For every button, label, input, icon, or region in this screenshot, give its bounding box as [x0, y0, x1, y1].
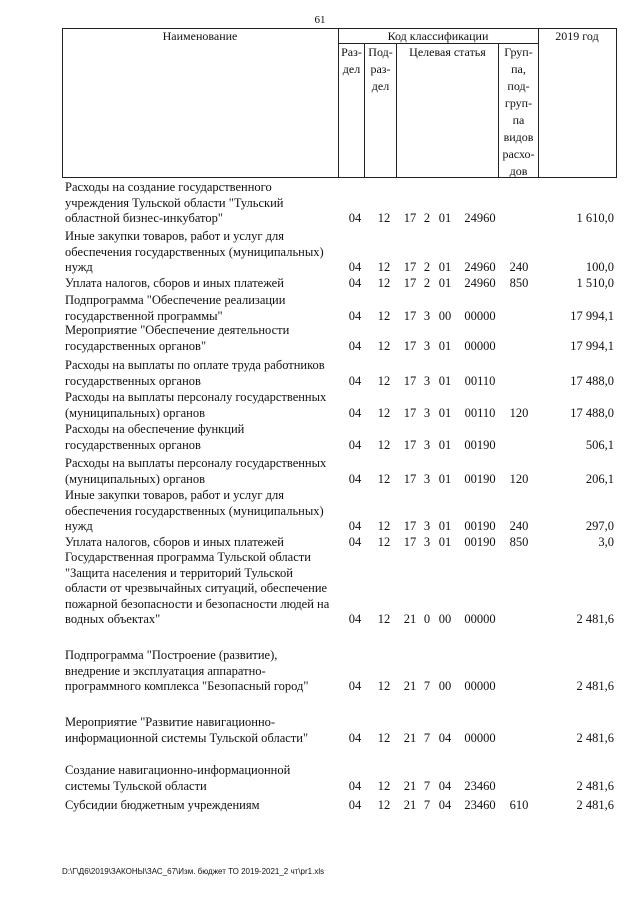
row-name-line: Иные закупки товаров, работ и услуг для	[65, 488, 285, 502]
cell-cs2: 2	[423, 211, 431, 225]
row-name-line: информационной системы Тульской области"	[65, 730, 309, 745]
col-section-header: Раз- дел	[341, 45, 362, 76]
col-year-header: 2019 год	[555, 29, 599, 43]
cell-cs1: 17	[403, 211, 417, 225]
cell-cs4: 23460	[464, 778, 496, 793]
row-name	[65, 715, 340, 746]
row-name-line: Подпрограмма "Обеспечение реализации	[65, 293, 286, 307]
cell-cs2: 3	[423, 338, 431, 353]
row-name-line: государственной программы"	[65, 308, 223, 323]
row-name-line: (муниципальных) органов	[65, 471, 206, 486]
file-path-footer: D:\Г\Д6\2019\ЗАКОНЫ\ЗАС_67\Изм. бюджет ТО 2019-2021_2 чт\pr1.xls	[62, 867, 325, 876]
cell-amount: 2 481,6	[576, 778, 614, 793]
group-col-border	[538, 28, 539, 178]
row-name-line: Субсидии бюджетным учреждениям	[65, 798, 260, 812]
cell-razdel: 04	[348, 519, 362, 533]
row-name-line: Государственная программа Тульской области	[65, 550, 311, 564]
cell-cs2: 7	[423, 798, 431, 812]
cell-podrazdel: 12	[377, 535, 391, 549]
row-name-line: Мероприятие "Обеспечение деятельности	[65, 323, 290, 337]
cell-cs2: 7	[423, 679, 431, 693]
cell-razdel: 04	[348, 612, 362, 626]
row-name-line: Расходы на выплаты по оплате труда работников	[65, 358, 325, 372]
cell-razdel: 04	[348, 338, 362, 353]
row-name	[65, 422, 340, 453]
row-name	[65, 229, 340, 276]
row-name	[65, 358, 340, 389]
cell-cs3: 01	[438, 276, 452, 290]
cell-cs1: 17	[403, 535, 417, 549]
cell-amount: 2 481,6	[576, 798, 614, 812]
row-name-line: Создание навигационно-информационной	[65, 763, 291, 777]
cell-cs1: 21	[403, 798, 417, 812]
cell-razdel: 04	[348, 211, 362, 225]
cell-cs2: 7	[423, 730, 431, 745]
cell-cs3: 01	[438, 437, 452, 452]
row-name-line: учреждения Тульской области "Тульский	[65, 195, 284, 210]
cell-cs3: 01	[438, 260, 452, 274]
cell-cs4: 00190	[464, 519, 496, 533]
cell-podrazdel: 12	[377, 437, 391, 452]
cell-cs4: 00190	[464, 535, 496, 549]
row-name-line: Расходы на обеспечение функций	[65, 422, 245, 436]
cell-cs3: 01	[438, 338, 452, 353]
cell-cs1: 17	[403, 338, 417, 353]
cell-cs2: 3	[423, 471, 431, 486]
cell-cs3: 04	[438, 798, 452, 812]
row-name-line: Мероприятие "Развитие навигационно-	[65, 715, 276, 729]
cell-razdel: 04	[348, 679, 362, 693]
cell-cs2: 3	[423, 373, 431, 388]
cell-podrazdel: 12	[377, 338, 391, 353]
cell-vr: 120	[509, 405, 529, 420]
col-target-header: Целевая статья	[409, 45, 486, 59]
col-name-header: Наименование	[162, 29, 238, 43]
cell-cs4: 24960	[464, 211, 496, 225]
row-name-line: "Защита населения и территорий Тульской	[65, 565, 293, 580]
cell-amount: 3,0	[598, 535, 614, 549]
cell-amount: 1 510,0	[576, 276, 614, 290]
cell-cs2: 2	[423, 276, 431, 290]
row-name-line: Иные закупки товаров, работ и услуг для	[65, 229, 285, 243]
cell-amount: 506,1	[585, 437, 614, 452]
cell-cs1: 21	[403, 679, 417, 693]
row-name-line: Уплата налогов, сборов и иных платежей	[65, 535, 284, 549]
row-name-line: программного комплекса "Безопасный город"	[65, 679, 309, 693]
cell-cs2: 3	[423, 405, 431, 420]
cell-amount: 297,0	[585, 519, 614, 533]
row-name	[65, 798, 340, 814]
cell-podrazdel: 12	[377, 211, 391, 225]
row-name-line: Расходы на выплаты персоналу государственных	[65, 390, 327, 404]
cell-podrazdel: 12	[377, 730, 391, 745]
row-name-line: государственных органов	[65, 437, 201, 452]
cell-vr: 850	[509, 276, 529, 290]
cell-cs2: 3	[423, 519, 431, 533]
cell-amount: 17 488,0	[570, 405, 614, 420]
cell-cs1: 17	[403, 471, 417, 486]
cell-podrazdel: 12	[377, 308, 391, 323]
cell-cs1: 17	[403, 437, 417, 452]
cell-podrazdel: 12	[377, 798, 391, 812]
cell-razdel: 04	[348, 437, 362, 452]
row-name-line: нужд	[65, 519, 93, 533]
row-name	[65, 763, 340, 794]
cell-cs2: 3	[423, 308, 431, 323]
cell-podrazdel: 12	[377, 612, 391, 626]
col-group-header: Груп- па, под- груп- па видов расхо- дов	[502, 45, 535, 178]
cell-podrazdel: 12	[377, 260, 391, 274]
cell-vr: 240	[509, 519, 529, 533]
cell-cs4: 23460	[464, 798, 496, 812]
row-name-line: нужд	[65, 260, 93, 274]
row-name	[65, 276, 340, 292]
row-name	[65, 550, 340, 628]
row-name-line: государственных органов	[65, 373, 201, 388]
cell-cs2: 2	[423, 260, 431, 274]
cell-vr: 120	[509, 471, 529, 486]
row-name	[65, 293, 340, 324]
cell-cs3: 04	[438, 778, 452, 793]
cell-vr: 610	[509, 798, 529, 812]
row-name-line: водных объектах"	[65, 612, 161, 626]
cell-razdel: 04	[348, 535, 362, 549]
cell-podrazdel: 12	[377, 519, 391, 533]
col-subsection-header: Под- раз- дел	[368, 45, 393, 93]
cell-podrazdel: 12	[377, 405, 391, 420]
table-header	[62, 28, 617, 178]
cell-cs1: 17	[403, 260, 417, 274]
cell-razdel: 04	[348, 260, 362, 274]
row-name-line: системы Тульской области	[65, 778, 207, 793]
cell-cs1: 17	[403, 373, 417, 388]
cell-razdel: 04	[348, 276, 362, 290]
cell-amount: 17 994,1	[570, 338, 614, 353]
cell-cs3: 01	[438, 535, 452, 549]
cell-podrazdel: 12	[377, 471, 391, 486]
cell-cs3: 01	[438, 211, 452, 225]
row-name	[65, 535, 340, 551]
row-name-line: внедрение и эксплуатация аппаратно-	[65, 663, 266, 678]
cell-podrazdel: 12	[377, 373, 391, 388]
cell-podrazdel: 12	[377, 778, 391, 793]
cell-razdel: 04	[348, 730, 362, 745]
row-name-line: Подпрограмма "Построение (развитие),	[65, 648, 278, 662]
cell-razdel: 04	[348, 308, 362, 323]
row-name	[65, 390, 340, 421]
cell-amount: 2 481,6	[576, 612, 614, 626]
cell-cs4: 00190	[464, 437, 496, 452]
cell-cs2: 0	[423, 612, 431, 626]
cell-cs2: 7	[423, 778, 431, 793]
cell-cs3: 00	[438, 612, 452, 626]
cell-razdel: 04	[348, 471, 362, 486]
row-name-line: обеспечения государственных (муниципальных)	[65, 503, 324, 518]
cell-cs3: 01	[438, 519, 452, 533]
cell-cs4: 00000	[464, 338, 496, 353]
subsection-col-border	[396, 43, 397, 178]
cell-cs4: 00190	[464, 471, 496, 486]
cell-cs3: 01	[438, 405, 452, 420]
cell-cs1: 21	[403, 730, 417, 745]
cell-cs1: 17	[403, 519, 417, 533]
row-name-line: (муниципальных) органов	[65, 405, 206, 420]
cell-cs1: 17	[403, 308, 417, 323]
cell-amount: 17 994,1	[570, 308, 614, 323]
cell-vr: 850	[509, 535, 529, 549]
row-name	[65, 323, 340, 354]
cell-cs1: 17	[403, 276, 417, 290]
row-name-line: Расходы на выплаты персоналу государственных	[65, 456, 327, 470]
cell-amount: 17 488,0	[570, 373, 614, 388]
cell-cs2: 3	[423, 535, 431, 549]
cell-cs3: 04	[438, 730, 452, 745]
cell-cs1: 21	[403, 612, 417, 626]
cell-cs4: 24960	[464, 276, 496, 290]
col-code-header: Код классификации	[387, 29, 489, 43]
cell-vr: 240	[509, 260, 529, 274]
cell-razdel: 04	[348, 373, 362, 388]
cell-cs4: 00000	[464, 612, 496, 626]
row-name	[65, 648, 340, 695]
row-name-line: обеспечения государственных (муниципальных)	[65, 244, 324, 259]
cell-amount: 2 481,6	[576, 730, 614, 745]
cell-razdel: 04	[348, 798, 362, 812]
cell-cs4: 00110	[464, 373, 496, 388]
cell-cs4: 00110	[464, 405, 496, 420]
cell-cs4: 00000	[464, 730, 496, 745]
page-number: 61	[314, 14, 326, 26]
row-name-line: Уплата налогов, сборов и иных платежей	[65, 276, 284, 290]
row-name-line: пожарной безопасности и безопасности людей на	[65, 596, 330, 611]
cell-razdel: 04	[348, 405, 362, 420]
header-right-border	[616, 28, 617, 178]
cell-podrazdel: 12	[377, 276, 391, 290]
row-name	[65, 488, 340, 535]
cell-cs3: 00	[438, 308, 452, 323]
row-name-line: области от чрезвычайных ситуаций, обеспечение	[65, 581, 328, 595]
cell-razdel: 04	[348, 778, 362, 793]
cell-amount: 1 610,0	[576, 211, 614, 225]
cell-amount: 206,1	[585, 471, 614, 486]
cell-cs1: 17	[403, 405, 417, 420]
row-name-line: областной бизнес-инкубатор"	[65, 211, 223, 225]
cell-amount: 2 481,6	[576, 679, 614, 693]
cell-podrazdel: 12	[377, 679, 391, 693]
cell-cs4: 00000	[464, 679, 496, 693]
cell-cs3: 00	[438, 679, 452, 693]
header-left-border	[62, 28, 63, 178]
row-name	[65, 456, 340, 487]
row-name-line: государственных органов"	[65, 338, 207, 353]
row-name	[65, 180, 340, 227]
cell-cs4: 00000	[464, 308, 496, 323]
cell-cs1: 21	[403, 778, 417, 793]
cell-cs2: 3	[423, 437, 431, 452]
cell-amount: 100,0	[585, 260, 614, 274]
cell-cs3: 01	[438, 373, 452, 388]
cell-cs3: 01	[438, 471, 452, 486]
cell-cs4: 24960	[464, 260, 496, 274]
row-name-line: Расходы на создание государственного	[65, 180, 272, 194]
